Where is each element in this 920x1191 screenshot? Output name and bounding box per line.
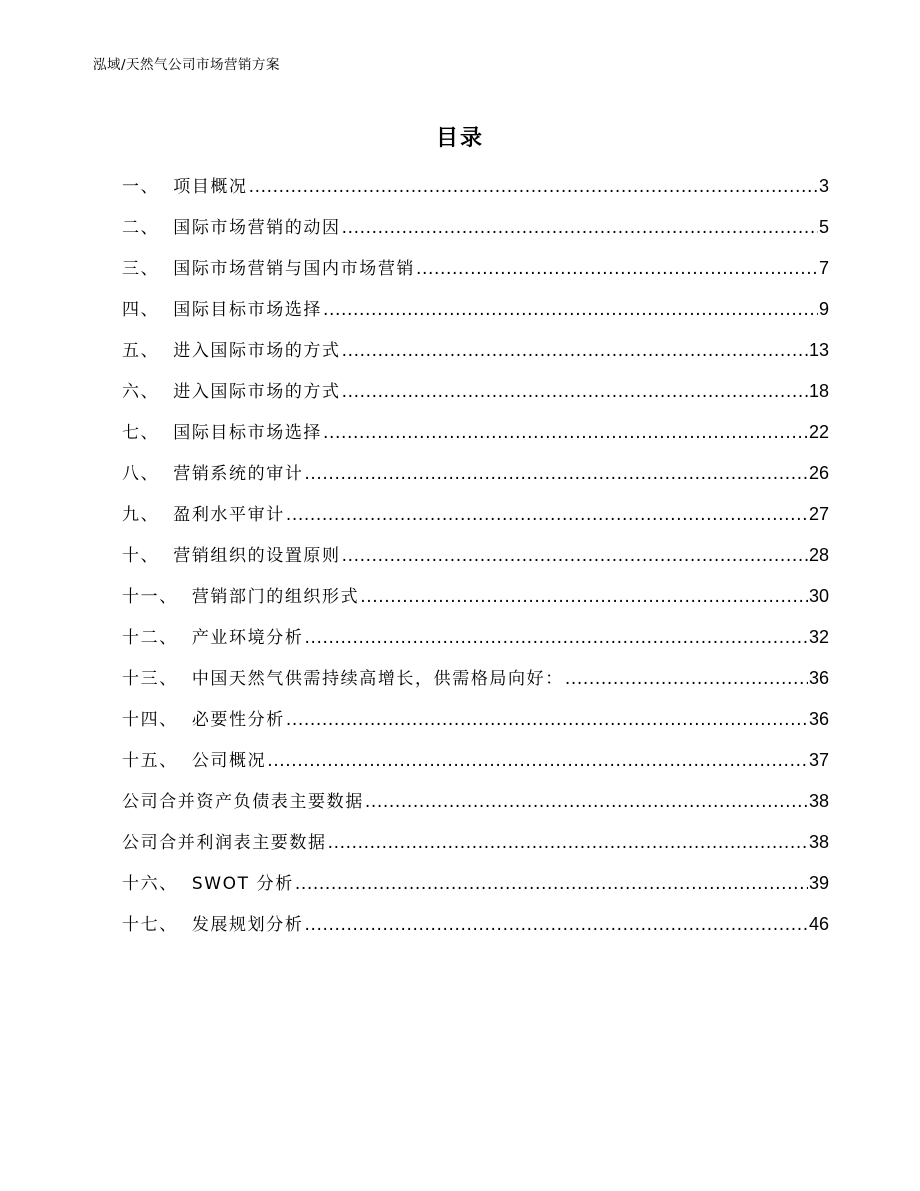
toc-entry-number: 十、 <box>122 546 160 566</box>
toc-entry-page: 36 <box>808 668 829 688</box>
toc-entry-number: 十一、 <box>122 587 178 607</box>
toc-entry-11[interactable] <box>122 583 829 624</box>
dot-leader <box>304 912 808 939</box>
toc-entry-2[interactable] <box>122 214 829 255</box>
toc-entry-number: 二、 <box>122 218 160 238</box>
toc-entry-number: 七、 <box>122 423 160 443</box>
toc-entry-title: 国际目标市场选择 <box>173 423 323 443</box>
dot-leader <box>365 789 808 816</box>
toc-entry-5[interactable] <box>122 337 829 378</box>
table-of-contents <box>122 173 829 952</box>
toc-entry-number: 一、 <box>122 177 160 197</box>
toc-entry-page: 9 <box>818 299 829 319</box>
dot-leader <box>286 707 808 734</box>
toc-entry-number: 九、 <box>122 505 160 525</box>
toc-entry-page: 37 <box>808 750 829 770</box>
toc-entry-title: 公司合并利润表主要数据 <box>122 833 327 853</box>
toc-entry-page: 30 <box>808 586 829 606</box>
toc-entry-title: 营销系统的审计 <box>173 464 304 484</box>
dot-leader <box>323 297 818 324</box>
toc-entry-17[interactable] <box>122 829 829 870</box>
toc-entry-page: 28 <box>808 545 829 565</box>
dot-leader <box>565 666 808 693</box>
toc-entry-title: 发展规划分析 <box>191 915 304 935</box>
toc-entry-1[interactable] <box>122 173 829 214</box>
toc-entry-title: 进入国际市场的方式 <box>173 382 341 402</box>
toc-entry-7[interactable] <box>122 419 829 460</box>
toc-entry-title: 营销部门的组织形式 <box>191 587 360 607</box>
dot-leader <box>323 420 808 447</box>
toc-entry-title: 公司合并资产负债表主要数据 <box>122 792 364 812</box>
toc-entry-number: 十四、 <box>122 710 178 730</box>
toc-entry-number: 三、 <box>122 259 160 279</box>
dot-leader <box>342 379 808 406</box>
dot-leader <box>286 502 808 529</box>
toc-entry-number: 十五、 <box>122 751 178 771</box>
dot-leader <box>416 256 818 283</box>
dot-leader <box>295 871 808 898</box>
toc-entry-18[interactable] <box>122 870 829 911</box>
toc-entry-title: 盈利水平审计 <box>173 505 285 525</box>
dot-leader <box>360 584 808 611</box>
page-header: 泓域/天然气公司市场营销方案 <box>93 57 281 73</box>
dot-leader <box>304 625 808 652</box>
toc-entry-page: 3 <box>818 176 829 196</box>
toc-entry-title: 营销组织的设置原则 <box>173 546 341 566</box>
toc-entry-page: 46 <box>808 914 829 934</box>
dot-leader <box>342 543 808 570</box>
toc-entry-title: 国际目标市场选择 <box>173 300 323 320</box>
toc-entry-12[interactable] <box>122 624 829 665</box>
toc-entry-10[interactable] <box>122 542 829 583</box>
toc-entry-number: 十二、 <box>122 628 178 648</box>
toc-entry-page: 32 <box>808 627 829 647</box>
toc-entry-page: 7 <box>818 258 829 278</box>
toc-entry-page: 39 <box>808 873 829 893</box>
toc-entry-page: 38 <box>808 791 829 811</box>
dot-leader <box>342 215 818 242</box>
toc-entry-title: SWOT 分析 <box>191 874 294 894</box>
dot-leader <box>328 830 808 857</box>
toc-entry-8[interactable] <box>122 460 829 501</box>
dot-leader <box>304 461 808 488</box>
toc-entry-6[interactable] <box>122 378 829 419</box>
page-title: 目录 <box>435 126 484 151</box>
toc-entry-3[interactable] <box>122 255 829 296</box>
toc-entry-page: 13 <box>808 340 829 360</box>
toc-entry-title: 进入国际市场的方式 <box>173 341 341 361</box>
toc-entry-14[interactable] <box>122 706 829 747</box>
toc-entry-number: 八、 <box>122 464 160 484</box>
toc-entry-title: 中国天然气供需持续高增长，供需格局向好： <box>191 669 564 689</box>
toc-entry-number: 十七、 <box>122 915 178 935</box>
toc-entry-9[interactable] <box>122 501 829 542</box>
toc-entry-title: 国际市场营销与国内市场营销 <box>173 259 416 279</box>
dot-leader <box>342 338 808 365</box>
toc-entry-15[interactable] <box>122 747 829 788</box>
toc-entry-page: 36 <box>808 709 829 729</box>
toc-entry-title: 产业环境分析 <box>191 628 304 648</box>
dot-leader <box>249 174 818 201</box>
toc-entry-number: 十六、 <box>122 874 178 894</box>
toc-entry-title: 国际市场营销的动因 <box>173 218 341 238</box>
toc-entry-19[interactable] <box>122 911 829 952</box>
toc-entry-page: 22 <box>808 422 829 442</box>
toc-entry-page: 26 <box>808 463 829 483</box>
dot-leader <box>267 748 808 775</box>
toc-entry-number: 五、 <box>122 341 160 361</box>
toc-entry-page: 5 <box>818 217 829 237</box>
toc-entry-page: 27 <box>808 504 829 524</box>
toc-entry-16[interactable] <box>122 788 829 829</box>
toc-entry-number: 十三、 <box>122 669 178 689</box>
toc-entry-page: 38 <box>808 832 829 852</box>
toc-entry-page: 18 <box>808 381 829 401</box>
toc-entry-title: 项目概况 <box>173 177 248 197</box>
toc-entry-13[interactable] <box>122 665 829 706</box>
toc-entry-4[interactable] <box>122 296 829 337</box>
toc-entry-title: 必要性分析 <box>191 710 285 730</box>
toc-entry-title: 公司概况 <box>191 751 267 771</box>
toc-entry-number: 六、 <box>122 382 160 402</box>
toc-entry-number: 四、 <box>122 300 160 320</box>
